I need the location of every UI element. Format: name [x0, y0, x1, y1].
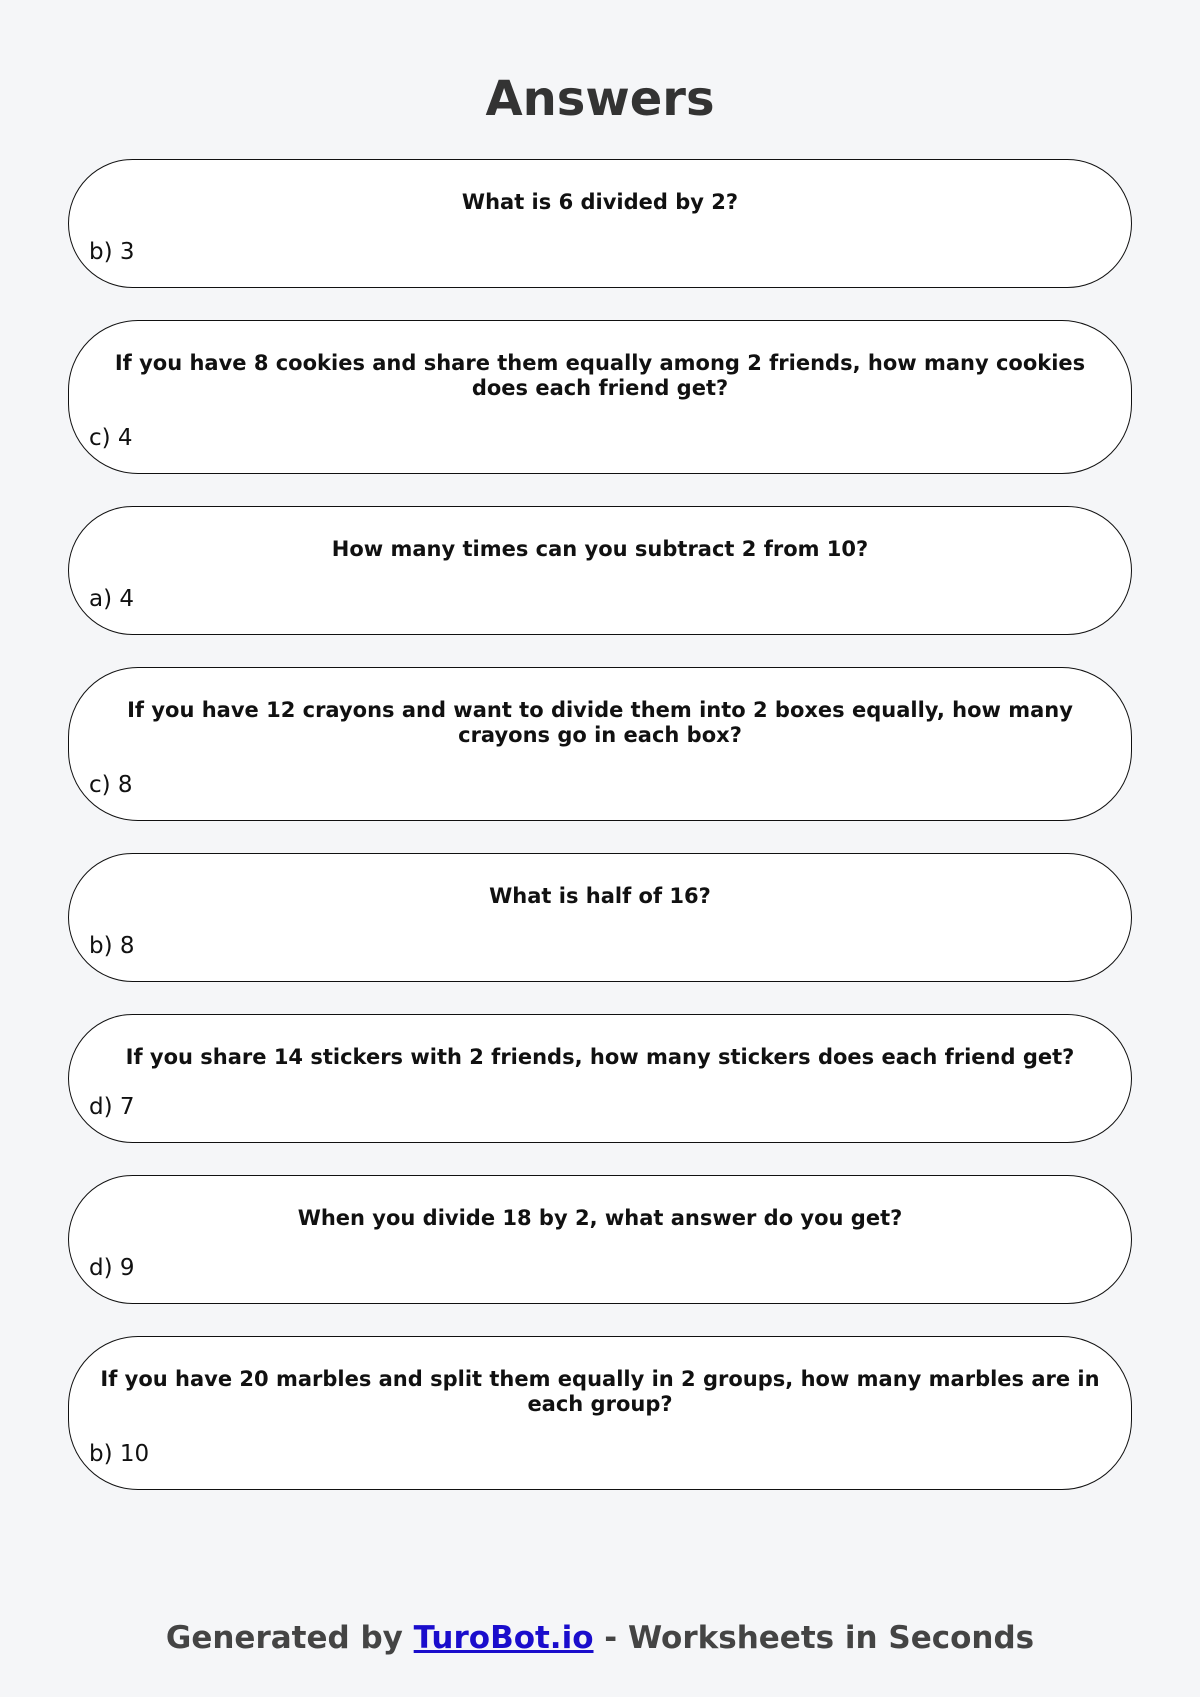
- question-text: What is half of 16?: [489, 884, 711, 908]
- answer-text: b) 3: [89, 239, 135, 265]
- footer: [0, 1618, 1200, 1658]
- question-text: What is 6 divided by 2?: [461, 190, 739, 214]
- question-text: If you have 12 crayons and want to divide them into 2 boxes equally, how many crayons go in each box?: [127, 698, 1073, 747]
- question-text: If you have 8 cookies and share them equally among 2 friends, how many cookies does each friend get?: [114, 351, 1086, 400]
- answer-card: [68, 320, 1132, 474]
- question-text: When you divide 18 by 2, what answer do you get?: [297, 1206, 903, 1230]
- footer-prefix: Generated by: [165, 1620, 414, 1656]
- answer-list: [68, 159, 1132, 1522]
- turobot-link[interactable]: TuroBot.io: [413, 1620, 594, 1656]
- answer-card: [68, 667, 1132, 821]
- page-title: Answers: [485, 71, 715, 127]
- answer-text: b) 8: [89, 933, 135, 959]
- answer-text: b) 10: [89, 1441, 150, 1467]
- answer-text: c) 8: [89, 772, 133, 798]
- answer-card: [68, 159, 1132, 288]
- answer-card: [68, 1175, 1132, 1304]
- answer-text: c) 4: [89, 425, 133, 451]
- answer-card: [68, 1014, 1132, 1143]
- answer-card: [68, 1336, 1132, 1490]
- answer-text: d) 9: [89, 1255, 135, 1281]
- question-text: How many times can you subtract 2 from 10?: [331, 537, 869, 561]
- answer-card: [68, 853, 1132, 982]
- question-text: If you have 20 marbles and split them equally in 2 groups, how many marbles are in each group?: [100, 1367, 1100, 1416]
- answer-text: d) 7: [89, 1094, 135, 1120]
- answer-text: a) 4: [89, 586, 135, 612]
- question-text: If you share 14 stickers with 2 friends, how many stickers does each friend get?: [125, 1045, 1075, 1069]
- answer-card: [68, 506, 1132, 635]
- footer-suffix: - Worksheets in Seconds: [593, 1620, 1035, 1656]
